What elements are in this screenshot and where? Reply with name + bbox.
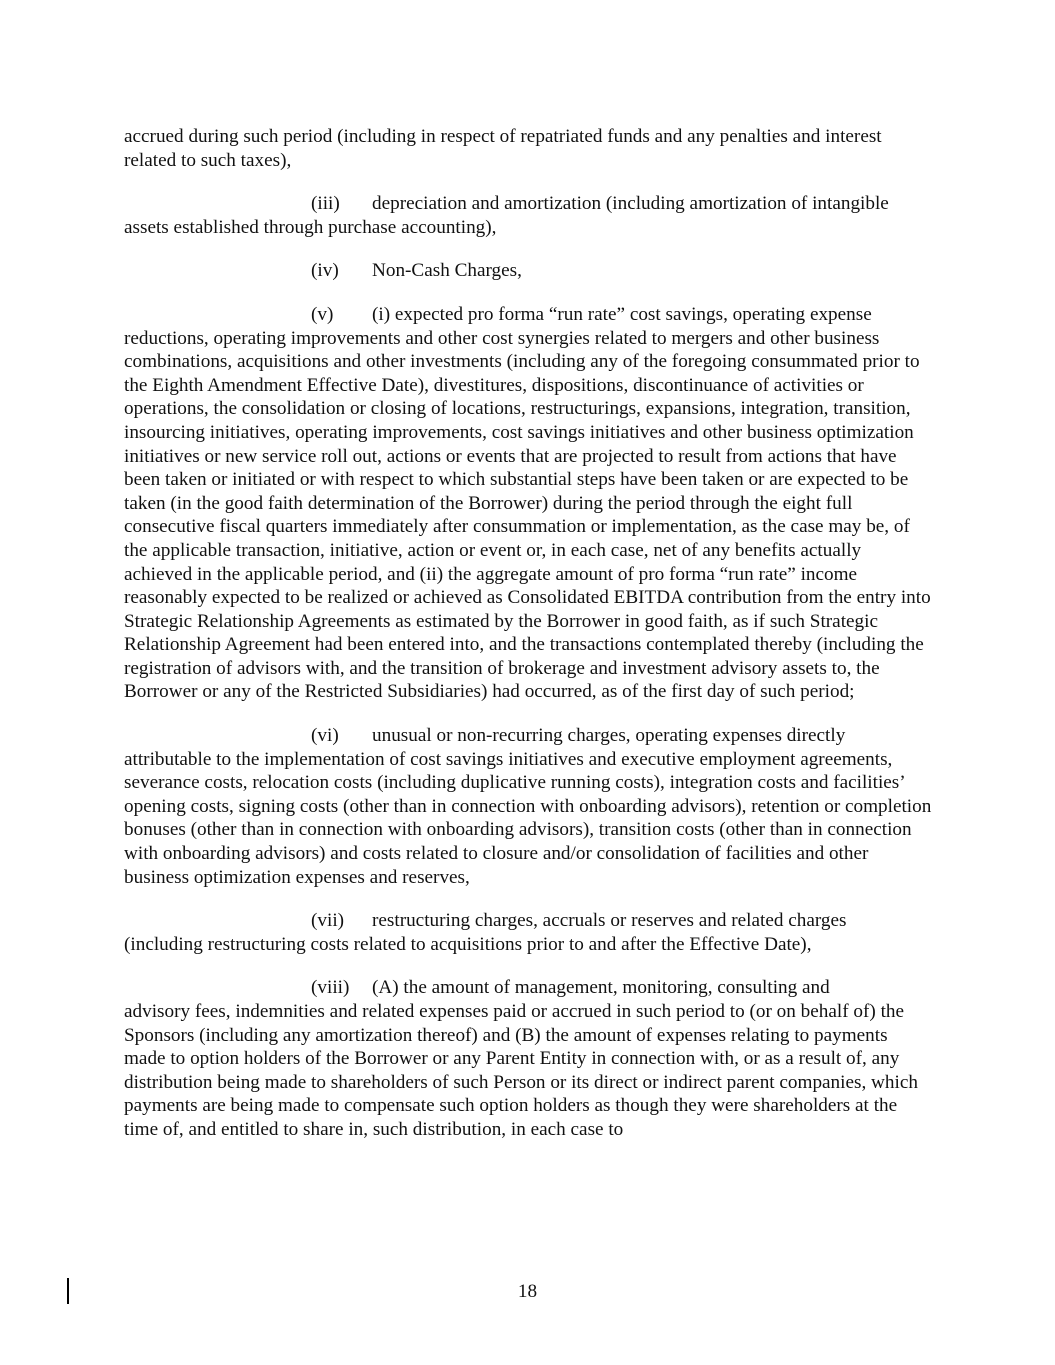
document-body: [124, 125, 932, 1162]
clause-text: (including restructuring costs related to acquisitions prior to and after the Effective Date),: [124, 933, 812, 955]
clause-number: (vi): [311, 725, 339, 747]
clause-number: (vii): [311, 910, 345, 932]
clause-text: assets established through purchase accounting),: [124, 216, 497, 238]
clause-first-line: depreciation and amortization (including amortization of intangible: [372, 193, 889, 215]
clause-number: (viii): [311, 977, 350, 999]
clause-first-line: (i) expected pro forma “run rate” cost savings, operating expense: [372, 303, 872, 325]
clause-viii: [124, 976, 932, 1141]
clause-text: attributable to the implementation of cost savings initiatives and executive employment agreements, severance costs, relocation costs (including duplicative running costs), integration costs and facilities’ opening costs, signing costs (other than in connection with onboarding advisors), retention or completion bonuses (other than in connection with onboarding advisors), transition costs (other than in connection with onboarding advisors) and costs related to closure and/or consolidation of facilities and other business optimization expenses and reserves,: [124, 748, 932, 888]
clause-vi: [124, 724, 932, 889]
clause-first-line: Non-Cash Charges,: [372, 260, 522, 282]
clause-v: [124, 303, 932, 704]
clause-iii: [124, 192, 932, 239]
clause-first-line: unusual or non-recurring charges, operating expenses directly: [372, 725, 846, 747]
clause-number: (v): [311, 303, 334, 325]
clause-iv: [124, 259, 932, 283]
clause-first-line: restructuring charges, accruals or reserves and related charges: [372, 910, 847, 932]
clause-vii: [124, 909, 932, 956]
clause-number: (iv): [311, 260, 339, 282]
clause-text: reductions, operating improvements and other cost synergies related to mergers and other business combinations, acquisitions and other investments (including any of the foregoing consummated prior to the Eighth Amendment Effective Date), divestitures, dispositions, discontinuance of activities or operations, the consolidation or closing of locations, restructurings, expansions, integration, transition, insourcing initiatives, operating improvements, cost savings initiatives and other business optimization initiatives or new service roll out, actions or events that are projected to result from actions that have been taken or initiated or with respect to which substantial steps have been taken or are expected to be taken (in the good faith determination of the Borrower) during the period through the eight full consecutive fiscal quarters immediately after consummation or implementation, as the case may be, of the applicable transaction, initiative, action or event or, in each case, net of any benefits actually achieved in the applicable period, and (ii) the aggregate amount of pro forma “run rate” income reasonably expected to be realized or achieved as Consolidated EBITDA contribution from the entry into Strategic Relationship Agreements as estimated by the Borrower in good faith, as if such Strategic Relationship Agreement had been entered into, and the transactions contemplated thereby (including the registration of advisors with, and the transition of brokerage and investment advisory assets to, the Borrower or any of the Restricted Subsidiaries) had occurred, as of the first day of such period;: [124, 327, 931, 703]
clause-text: advisory fees, indemnities and related expenses paid or accrued in such period to (or on behalf of) the Sponsors (including any amortization thereof) and (B) the amount of expenses relating to payments made to option holders of the Borrower or any Parent Entity in connection with, or as a result of, any distribution being made to shareholders of such Person or its direct or indirect parent companies, which payments are being made to compensate such option holders as though they were shareholders at the time of, and entitled to share in, such distribution, in each case to: [124, 1001, 918, 1140]
page-number: 18: [517, 1281, 538, 1302]
clause-number: (iii): [311, 193, 340, 215]
clause-first-line: (A) the amount of management, monitoring, consulting and: [372, 977, 830, 999]
intro-paragraph: accrued during such period (including in respect of repatriated funds and any penalties and interest related to such taxes),: [124, 126, 882, 171]
